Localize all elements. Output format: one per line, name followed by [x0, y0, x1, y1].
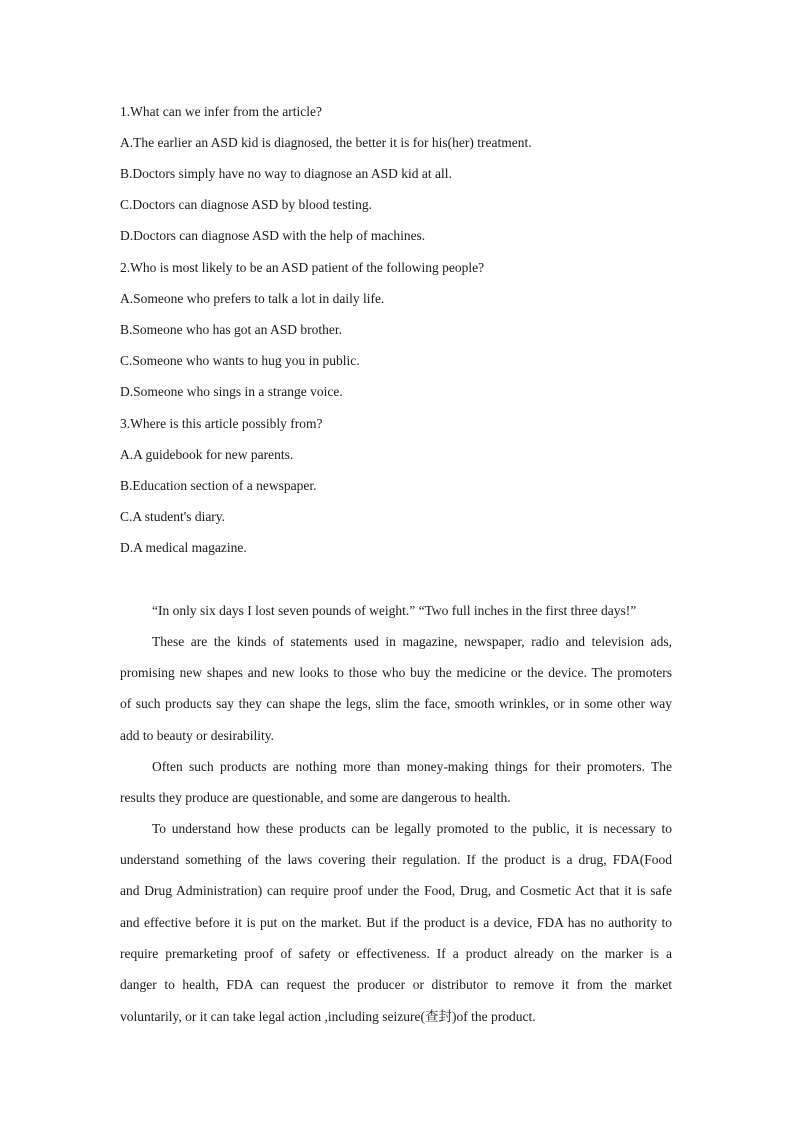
- passage-paragraph-3-line: Often such products are nothing more than money-making things for their promoters. The: [152, 759, 672, 774]
- passage-paragraph-4-line: and effective before it is put on the market. But if the product is a device, FDA has no authority to: [120, 915, 672, 930]
- question-2-option-d: D.Someone who sings in a strange voice.: [120, 384, 343, 399]
- passage-paragraph-4-line: voluntarily, or it can take legal action ,including seizure(查封)of the product.: [120, 1009, 536, 1024]
- passage-paragraph-2-line: promising new shapes and new looks to those who buy the medicine or the device. The promoters: [120, 665, 672, 680]
- question-1-option-d: D.Doctors can diagnose ASD with the help of machines.: [120, 228, 426, 243]
- passage-paragraph-1: “In only six days I lost seven pounds of weight.” “Two full inches in the first three days!”: [152, 603, 637, 618]
- question-1-option-a: A.The earlier an ASD kid is diagnosed, the better it is for his(her) treatment.: [120, 135, 532, 150]
- question-1-option-b: B.Doctors simply have no way to diagnose an ASD kid at all.: [120, 166, 452, 181]
- passage-paragraph-4-line: and Drug Administration) can require proof under the Food, Drug, and Cosmetic Act that it is safe: [120, 883, 672, 898]
- passage-paragraph-2-line: add to beauty or desirability.: [120, 728, 274, 743]
- question-1-option-c: C.Doctors can diagnose ASD by blood testing.: [120, 197, 372, 212]
- question-2-option-c: C.Someone who wants to hug you in public.: [120, 353, 360, 368]
- question-1-stem: 1.What can we infer from the article?: [120, 104, 323, 119]
- question-3-option-c: C.A student's diary.: [120, 509, 226, 524]
- question-3-option-b: B.Education section of a newspaper.: [120, 478, 317, 493]
- question-2-option-a: A.Someone who prefers to talk a lot in daily life.: [120, 291, 385, 306]
- passage-paragraph-4-line: understand something of the laws covering their regulation. If the product is a drug, FDA(Food: [120, 852, 672, 867]
- passage-paragraph-2-line: These are the kinds of statements used in magazine, newspaper, radio and television ads,: [152, 634, 672, 649]
- passage-paragraph-4-line: To understand how these products can be legally promoted to the public, it is necessary to: [152, 821, 672, 836]
- passage-paragraph-4-line: danger to health, FDA can request the producer or distributor to remove it from the market: [120, 977, 672, 992]
- question-2-stem: 2.Who is most likely to be an ASD patient of the following people?: [120, 260, 485, 275]
- passage-paragraph-3-line: results they produce are questionable, and some are dangerous to health.: [120, 790, 511, 805]
- question-3-stem: 3.Where is this article possibly from?: [120, 416, 323, 431]
- question-3-option-a: A.A guidebook for new parents.: [120, 447, 294, 462]
- passage-paragraph-2-line: of such products say they can shape the legs, slim the face, smooth wrinkles, or in some other way: [120, 696, 672, 711]
- passage-paragraph-4-line: require premarketing proof of safety or effectiveness. If a product already on the marker is a: [120, 946, 672, 961]
- question-2-option-b: B.Someone who has got an ASD brother.: [120, 322, 342, 337]
- question-3-option-d: D.A medical magazine.: [120, 540, 247, 555]
